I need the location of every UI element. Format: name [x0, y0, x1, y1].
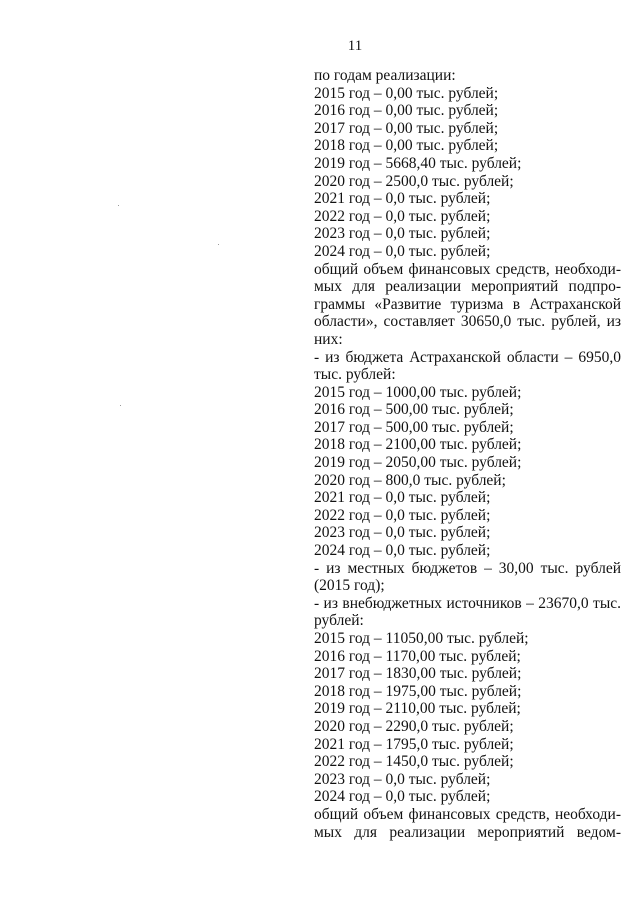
- text-line: 2018 год – 1975,00 тыс. рублей;: [314, 682, 522, 700]
- text-line: мых для реализации мероприятий подпро-: [314, 278, 621, 296]
- text-line: 2022 год – 1450,0 тыс. рублей;: [314, 753, 514, 771]
- text-line: общий объем финансовых средств, необходи-: [314, 805, 621, 823]
- text-line: 2023 год – 0,0 тыс. рублей;: [314, 524, 491, 542]
- text-line: 2020 год – 2290,0 тыс. рублей;: [314, 717, 514, 735]
- text-line: 2021 год – 0,0 тыс. рублей;: [314, 489, 491, 507]
- text-line: мых для реализации мероприятий ведом-: [314, 823, 621, 841]
- text-line: 2019 год – 2110,00 тыс. рублей;: [314, 700, 521, 718]
- text-line: 2016 год – 1170,00 тыс. рублей;: [314, 647, 521, 665]
- text-line: 2022 год – 0,0 тыс. рублей;: [314, 207, 491, 225]
- text-column: [314, 67, 621, 841]
- page-number: 11: [347, 38, 363, 54]
- text-line: 2022 год – 0,0 тыс. рублей;: [314, 506, 491, 524]
- text-line: рублей:: [314, 612, 364, 630]
- text-line: 2021 год – 0,0 тыс. рублей;: [314, 190, 491, 208]
- text-line: 2019 год – 5668,40 тыс. рублей;: [314, 154, 522, 172]
- text-line: 2024 год – 0,0 тыс. рублей;: [314, 242, 491, 260]
- text-line: 2024 год – 0,0 тыс. рублей;: [314, 788, 491, 806]
- text-line: 2017 год – 500,00 тыс. рублей;: [314, 418, 514, 436]
- text-line: по годам реализации:: [314, 67, 456, 84]
- text-line: 2016 год – 0,00 тыс. рублей;: [314, 102, 499, 120]
- text-line: 2023 год – 0,0 тыс. рублей;: [314, 770, 491, 788]
- text-line: 2020 год – 800,0 тыс. рублей;: [314, 471, 506, 489]
- text-line: области», составляет 30650,0 тыс. рублей, из: [314, 313, 621, 331]
- text-line: 2016 год – 500,00 тыс. рублей;: [314, 401, 514, 419]
- text-line: 2017 год – 1830,00 тыс. рублей;: [314, 665, 522, 683]
- text-line: них:: [314, 330, 343, 348]
- scan-speck: [218, 244, 219, 245]
- text-line: 2018 год – 0,00 тыс. рублей;: [314, 137, 499, 155]
- text-line: общий объем финансовых средств, необходи-: [314, 260, 621, 278]
- scan-speck: [120, 405, 121, 406]
- text-line: 2023 год – 0,0 тыс. рублей;: [314, 225, 491, 243]
- text-line: 2021 год – 1795,0 тыс. рублей;: [314, 735, 514, 753]
- text-line: 2015 год – 0,00 тыс. рублей;: [314, 84, 499, 102]
- text-line: 2015 год – 11050,00 тыс. рублей;: [314, 630, 529, 647]
- text-line: тыс. рублей:: [314, 366, 396, 384]
- text-line: 2017 год – 0,00 тыс. рублей;: [314, 119, 499, 137]
- text-line: - из бюджета Астраханской области – 6950,0: [314, 348, 621, 366]
- text-line: 2019 год – 2050,00 тыс. рублей;: [314, 454, 522, 472]
- text-line: (2015 год);: [314, 577, 385, 595]
- text-line: 2018 год – 2100,00 тыс. рублей;: [314, 436, 522, 454]
- text-line: 2020 год – 2500,0 тыс. рублей;: [314, 172, 514, 190]
- text-line: граммы «Развитие туризма в Астраханской: [314, 295, 621, 313]
- scan-speck: [118, 205, 119, 206]
- text-line: - из местных бюджетов – 30,00 тыс. рублей: [314, 559, 621, 577]
- text-line: 2024 год – 0,0 тыс. рублей;: [314, 542, 491, 560]
- text-line: 2015 год – 1000,00 тыс. рублей;: [314, 383, 522, 401]
- text-line: - из внебюджетных источников – 23670,0 тыс.: [314, 594, 621, 612]
